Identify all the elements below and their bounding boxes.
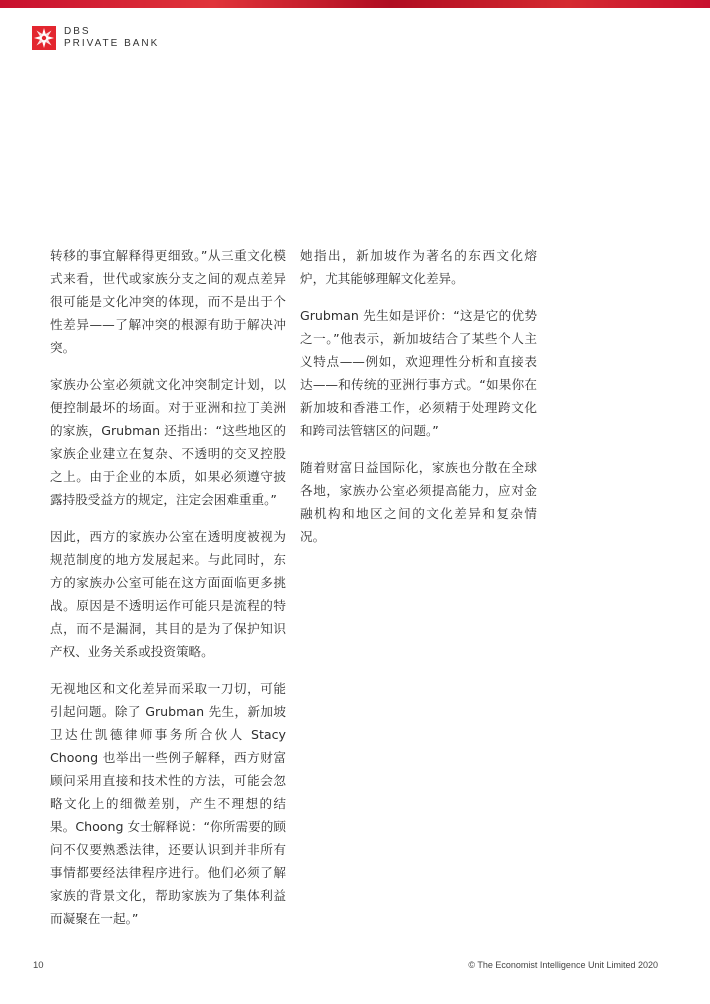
paragraph: 家族办公室必须就文化冲突制定计划，以便控制最坏的场面。对于亚洲和拉丁美洲的家族，Grubman 还指出：“这些地区的家族企业建立在复杂、不透明的交叉控股之上。由于企业的本质，如果必须遵守披露持股受益方的规定，注定会困难重重。” (50, 377, 286, 507)
paragraph: 随着财富日益国际化，家族也分散在全球各地，家族办公室必须提高能力，应对金融机构和地区之间的文化差异和复杂情况。 (300, 460, 537, 544)
paragraph: 她指出，新加坡作为著名的东西文化熔炉，尤其能够理解文化差异。 (300, 248, 537, 286)
copyright-notice: © The Economist Intelligence Unit Limited 2020 (468, 960, 658, 970)
left-text-column (50, 244, 286, 944)
page-number: 10 (33, 960, 44, 971)
right-text-column (300, 244, 537, 562)
brand-name-line2: PRIVATE BANK (64, 38, 160, 49)
paragraph: 无视地区和文化差异而采取一刀切，可能引起问题。除了 Grubman 先生，新加坡卫达仕凯德律师事务所合伙人 Stacy Choong 也举出一些例子解释，西方财富顾问采用直接和技术性的方法，可能会忽略文化上的细微差别，产生不理想的结果。Choong 女士解释说：“你所需要的顾问不仅要熟悉法律，还要认识到并非所有事情都要经法律程序进行。他们必须了解家族的背景文化，帮助家族为了集体利益而凝聚在一起。” (50, 681, 286, 926)
paragraph: 因此，西方的家族办公室在透明度被视为规范制度的地方发展起来。与此同时，东方的家族办公室可能在这方面面临更多挑战。原因是不透明运作可能只是流程的特点，而不是漏洞，其目的是为了保护知识产权、业务关系或投资策略。 (50, 529, 286, 659)
paragraph: 转移的事宜解释得更细致。”从三重文化模式来看，世代或家族分支之间的观点差异很可能是文化冲突的体现，而不是出于个性差异——了解冲突的根源有助于解决冲突。 (50, 248, 286, 355)
dbs-logo (32, 26, 159, 50)
top-accent-bar (0, 0, 710, 8)
dbs-star-logo-icon (32, 26, 56, 50)
brand-name-line1: DBS (64, 26, 91, 37)
paragraph: Grubman 先生如是评价：“这是它的优势之一。”他表示，新加坡结合了某些个人主义特点——例如，欢迎理性分析和直接表达——和传统的亚洲行事方式。“如果你在新加坡和香港工作，必须精于处理跨文化和跨司法管辖区的问题。” (300, 308, 537, 438)
